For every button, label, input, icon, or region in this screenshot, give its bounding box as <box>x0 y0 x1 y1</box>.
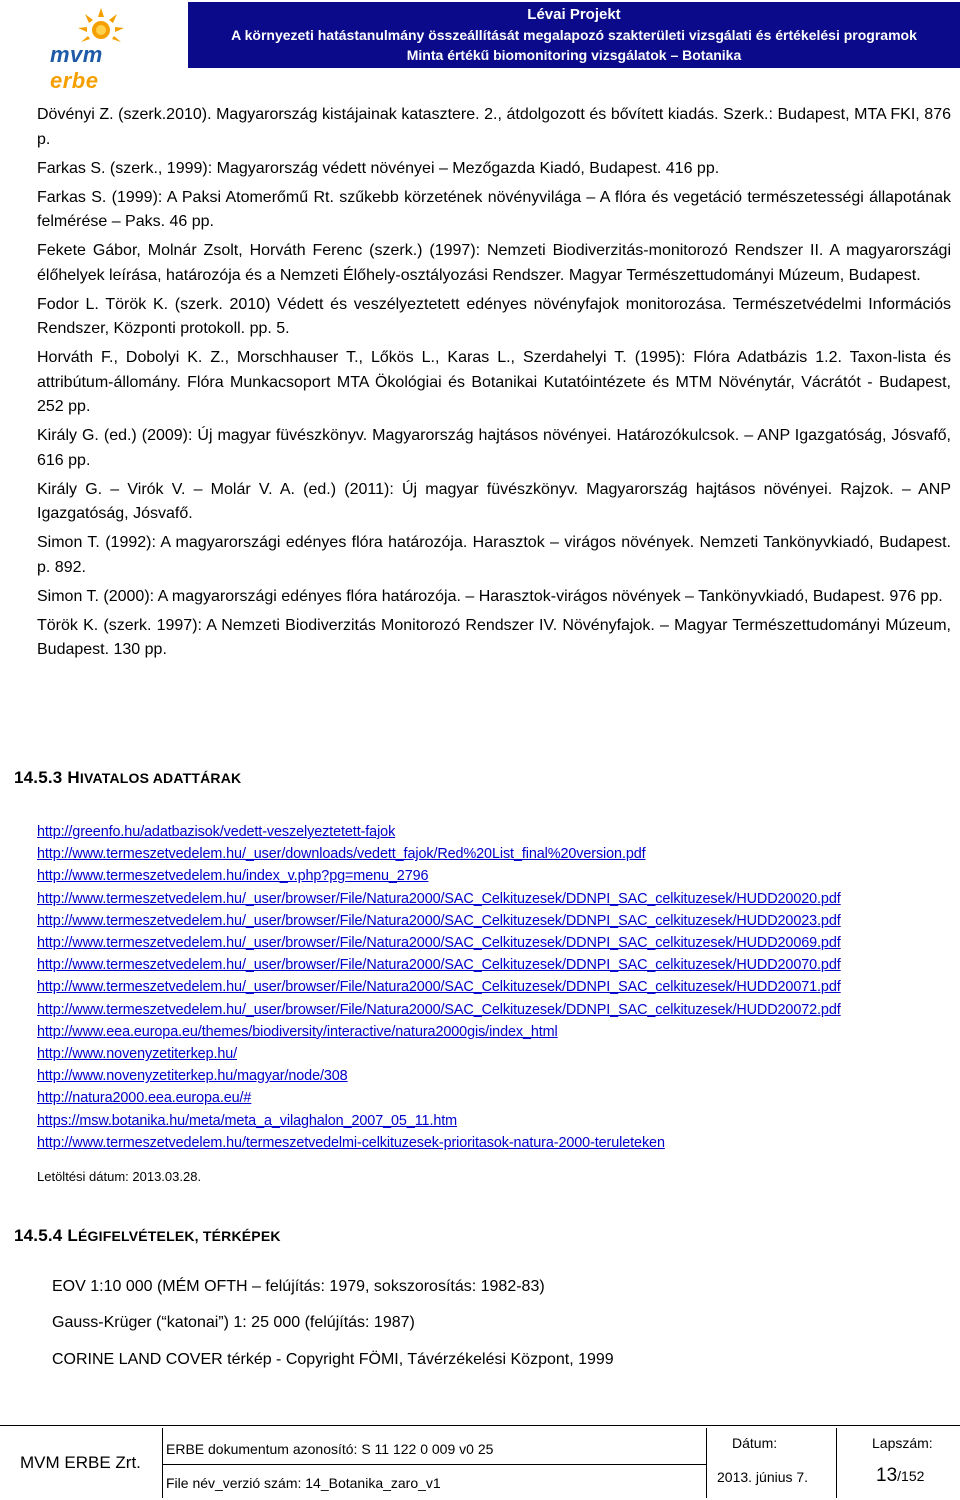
reference-link[interactable]: http://www.novenyzetiterkep.hu/magyar/node/308 <box>37 1068 348 1085</box>
header-title-band <box>188 2 960 68</box>
map-item: CORINE LAND COVER térkép - Copyright FÖMI, Távérzékelési Központ, 1999 <box>52 1350 614 1368</box>
reference-link[interactable]: http://www.termeszetvedelem.hu/_user/browser/File/Natura2000/SAC_Celkituzesek/DDNPI_SAC_celkituzesek/HUDD20020.pdf <box>37 890 841 907</box>
footer-file-name: File név_verzió szám: 14_Botanika_zaro_v1 <box>166 1475 441 1491</box>
reference-link[interactable]: http://www.termeszetvedelem.hu/_user/browser/File/Natura2000/SAC_Celkituzesek/DDNPI_SAC_celkituzesek/HUDD20069.pdf <box>37 935 841 952</box>
reference-link[interactable]: http://www.novenyzetiterkep.hu/ <box>37 1046 238 1063</box>
reference-link[interactable]: http://www.termeszetvedelem.hu/_user/browser/File/Natura2000/SAC_Celkituzesek/DDNPI_SAC_celkituzesek/HUDD20071.pdf <box>37 979 841 996</box>
reference-link[interactable]: http://www.eea.europa.eu/themes/biodiversity/interactive/natura2000gis/index_html <box>37 1023 558 1040</box>
reference-item: Simon T. (1992): A magyarországi edényes flóra határozója. Harasztok – virágos növények. Nemzeti Tankönyvkiadó, Budapest. p. 892. <box>37 534 951 576</box>
page-header <box>0 0 960 93</box>
reference-item: Horváth F., Dobolyi K. Z., Morschhauser T., Lőkös L., Karas L., Szerdahelyi T. (1995): Flóra Adatbázis 1.2. Taxon-lista és attribútum-állomány. Flóra Munkacsoport MTA Ökológiai és Botanikai Kutatóintézete és MTM Növénytár, Vácrátót - Budapest, 252 pp. <box>37 349 951 415</box>
project-title: Lévai Projekt <box>527 6 621 23</box>
section-heading-aerial-maps: 14.5.4 LÉGIFELVÉTELEK, TÉRKÉPEK <box>14 1226 281 1245</box>
reference-link[interactable]: http://www.termeszetvedelem.hu/_user/downloads/vedett_fajok/Red%20List_final%20version.pdf <box>37 846 646 863</box>
footer-row-separator <box>162 1464 706 1465</box>
footer-separator <box>836 1428 837 1498</box>
footer-page-number: 13/152 <box>876 1465 925 1486</box>
reference-item: Dövényi Z. (szerk.2010). Magyarország kistájainak katasztere. 2., átdolgozott és bővített kiadás. Szerk.: Budapest, MTA FKI, 876 p. <box>37 106 951 148</box>
reference-item: Fekete Gábor, Molnár Zsolt, Horváth Ferenc (szerk.) (1997): Nemzeti Biodiverzitás-monitorozó Rendszer II. A magyarországi élőhelyek leírása, határozója és a Nemzeti Élőhely-osztályozási Rendszer. Magyar Természettudományi Múzeum, Budapest. <box>37 242 951 284</box>
reference-link[interactable]: https://msw.botanika.hu/meta/meta_a_vilaghalon_2007_05_11.htm <box>37 1112 458 1129</box>
project-subtitle: A környezeti hatástanulmány összeállítását megalapozó szakterületi vizsgálati és értékelési programok <box>231 27 917 43</box>
reference-item: Török K. (szerk. 1997): A Nemzeti Biodiverzitás Monitorozó Rendszer IV. Növényfajok. – Magyar Természettudományi Múzeum, Budapest. 130 pp. <box>37 616 951 658</box>
footer-company: MVM ERBE Zrt. <box>20 1453 141 1472</box>
reference-list <box>37 103 951 667</box>
reference-item: Farkas S. (1999): A Paksi Atomerőmű Rt. szűkebb körzetének növényvilága – A flóra és vegetáció természetességi állapotának felmérése – Paks. 46 pp. <box>37 188 951 230</box>
map-list <box>52 1275 614 1384</box>
reference-link[interactable]: http://www.termeszetvedelem.hu/_user/browser/File/Natura2000/SAC_Celkituzesek/DDNPI_SAC_celkituzesek/HUDD20070.pdf <box>37 957 841 974</box>
link-list <box>37 821 957 1154</box>
footer-date-label: Dátum: <box>732 1435 778 1451</box>
reference-link[interactable]: http://www.termeszetvedelem.hu/index_v.php?pg=menu_2796 <box>37 868 429 885</box>
section-name: Minta értékű biomonitoring vizsgálatok – Botanika <box>406 47 742 63</box>
map-item: Gauss-Krüger (“katonai”) 1: 25 000 (felújítás: 1987) <box>52 1314 415 1332</box>
footer-page-label: Lapszám: <box>872 1435 933 1451</box>
logo-wordmark: mvm erbe <box>50 42 103 93</box>
reference-link[interactable]: http://www.termeszetvedelem.hu/_user/browser/File/Natura2000/SAC_Celkituzesek/DDNPI_SAC_celkituzesek/HUDD20072.pdf <box>37 1001 841 1018</box>
download-date: Letöltési dátum: 2013.03.28. <box>37 1169 202 1184</box>
map-item: EOV 1:10 000 (MÉM OFTH – felújítás: 1979, sokszorosítás: 1982-83) <box>52 1278 545 1295</box>
reference-link[interactable]: http://www.termeszetvedelem.hu/termeszetvedelmi-celkituzesek-prioritasok-natura-2000-teruleteken <box>37 1134 665 1151</box>
footer-date: 2013. június 7. <box>717 1469 809 1485</box>
page-footer <box>0 1426 960 1500</box>
section-heading-official-databases: 14.5.3 HIVATALOS ADATTÁRAK <box>14 768 242 787</box>
company-logo <box>46 6 156 93</box>
reference-item: Fodor L. Török K. (szerk. 2010) Védett és veszélyeztetett edényes növényfajok monitorozása. Természetvédelmi Információs Rendszer, Központi protokoll. pp. 5. <box>37 295 951 337</box>
reference-item: Simon T. (2000): A magyarországi edényes flóra határozója. – Harasztok-virágos növények – Tankönyvkiadó, Budapest. 976 pp. <box>37 587 943 605</box>
reference-item: Király G. (ed.) (2009): Új magyar füvészkönyv. Magyarország hajtásos növényei. Határozókulcsok. – ANP Igazgatóság, Jósvafő, 616 pp. <box>37 427 951 469</box>
footer-separator <box>706 1428 707 1498</box>
reference-item: Király G. – Virók V. – Molár V. A. (ed.) (2011): Új magyar füvészkönyv. Magyarország hajtásos növényei. Rajzok. – ANP Igazgatóság, Jósvafő. <box>37 480 951 522</box>
reference-link[interactable]: http://natura2000.eea.europa.eu/# <box>37 1090 252 1107</box>
reference-link[interactable]: http://greenfo.hu/adatbazisok/vedett-veszelyeztetett-fajok <box>37 824 396 840</box>
reference-item: Farkas S. (szerk., 1999): Magyarország védett növényei – Mezőgazda Kiadó, Budapest. 416 pp. <box>37 159 720 177</box>
footer-separator <box>162 1428 163 1498</box>
reference-link[interactable]: http://www.termeszetvedelem.hu/_user/browser/File/Natura2000/SAC_Celkituzesek/DDNPI_SAC_celkituzesek/HUDD20023.pdf <box>37 912 841 929</box>
footer-doc-id: ERBE dokumentum azonosító: S 11 122 0 009 v0 25 <box>166 1441 494 1457</box>
